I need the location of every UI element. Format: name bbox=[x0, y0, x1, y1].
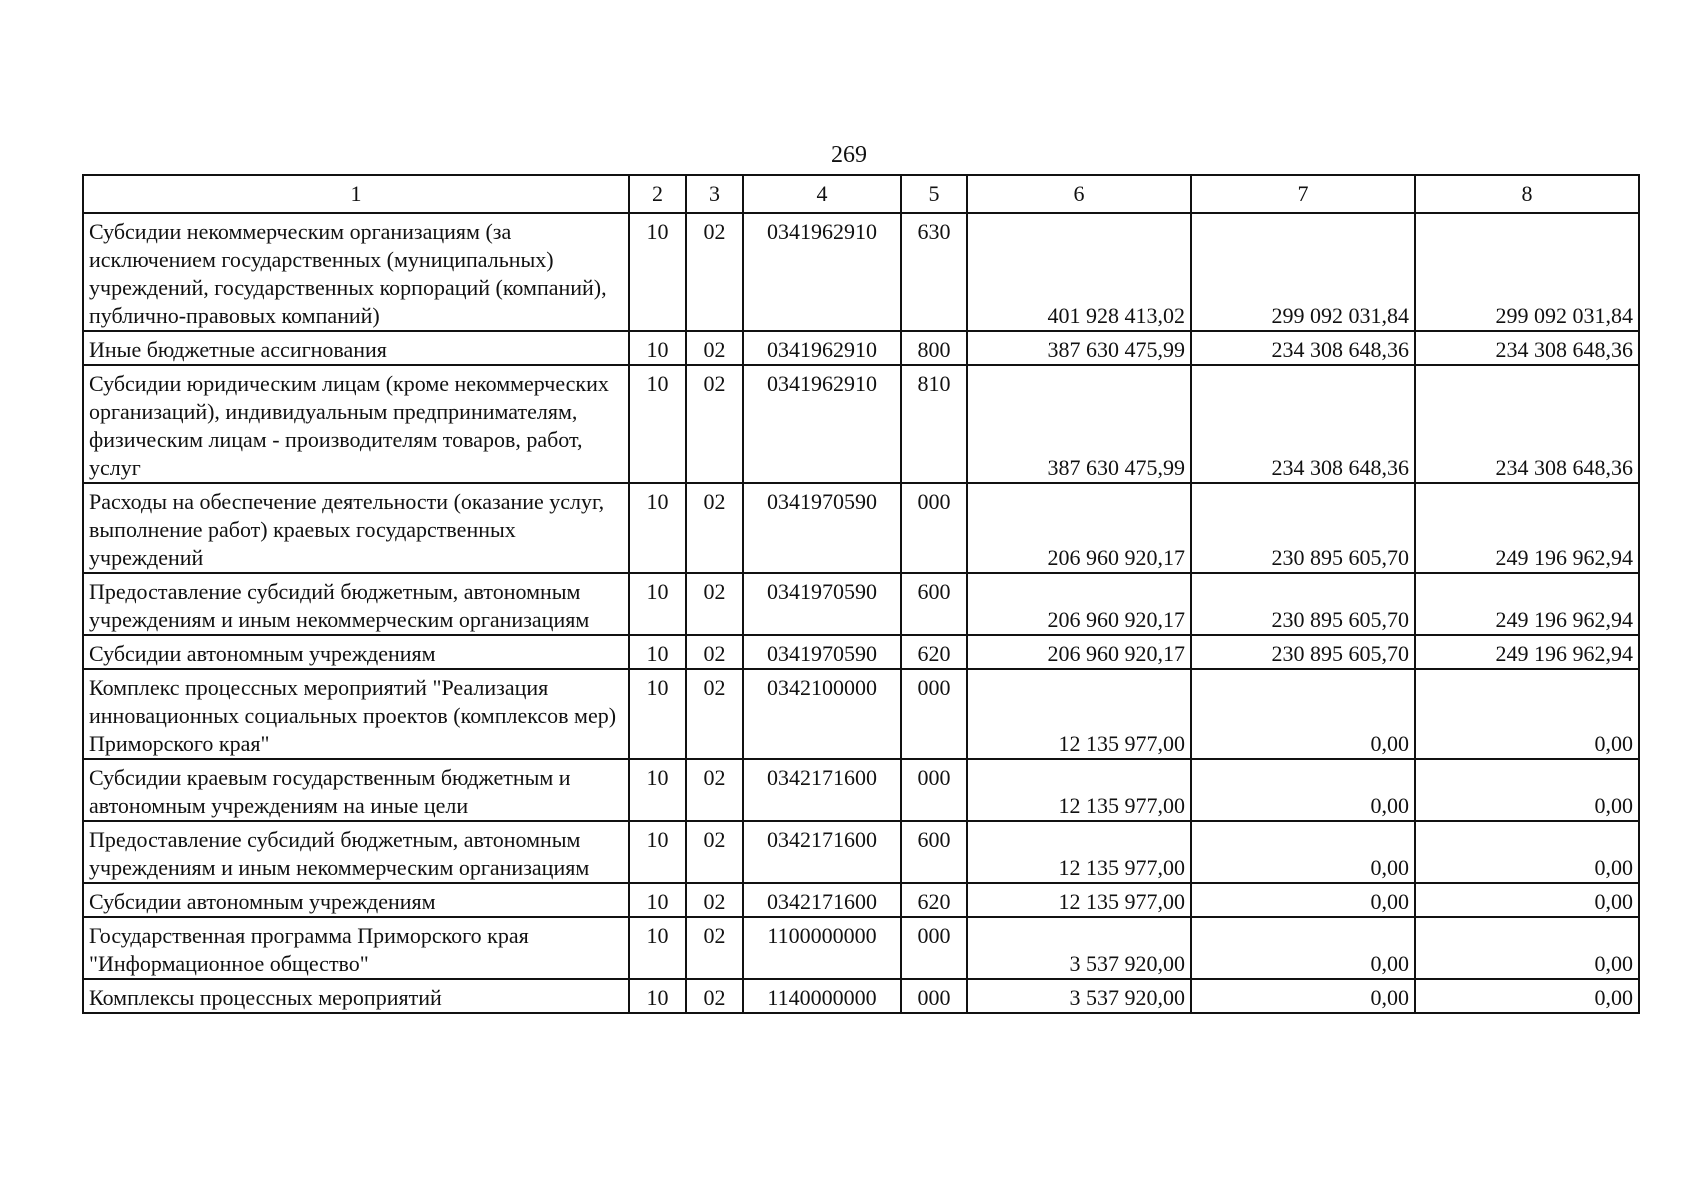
budget-table bbox=[82, 174, 1640, 1014]
row-name: Предоставление субсидий бюджетным, автономным учреждениям и иным некоммерческим организациям bbox=[83, 821, 629, 883]
row-subsection: 02 bbox=[686, 883, 743, 917]
table-row bbox=[83, 669, 1639, 759]
row-amount-6: 387 630 475,99 bbox=[967, 331, 1191, 365]
row-name: Предоставление субсидий бюджетным, автономным учреждениям и иным некоммерческим организациям bbox=[83, 573, 629, 635]
table-row bbox=[83, 365, 1639, 483]
row-amount-7: 0,00 bbox=[1191, 821, 1415, 883]
row-subsection: 02 bbox=[686, 759, 743, 821]
row-expense-type: 810 bbox=[901, 365, 967, 483]
row-subsection: 02 bbox=[686, 331, 743, 365]
column-header-3: 3 bbox=[686, 175, 743, 213]
row-section: 10 bbox=[629, 573, 686, 635]
row-amount-7: 230 895 605,70 bbox=[1191, 573, 1415, 635]
row-amount-8: 0,00 bbox=[1415, 759, 1639, 821]
row-amount-8: 0,00 bbox=[1415, 669, 1639, 759]
row-target-code: 0341962910 bbox=[743, 365, 901, 483]
row-amount-7: 299 092 031,84 bbox=[1191, 213, 1415, 331]
row-amount-6: 12 135 977,00 bbox=[967, 669, 1191, 759]
row-name: Расходы на обеспечение деятельности (оказание услуг, выполнение работ) краевых государственных учреждений bbox=[83, 483, 629, 573]
row-target-code: 0342100000 bbox=[743, 669, 901, 759]
row-expense-type: 600 bbox=[901, 573, 967, 635]
row-amount-7: 0,00 bbox=[1191, 883, 1415, 917]
row-subsection: 02 bbox=[686, 635, 743, 669]
row-target-code: 0341962910 bbox=[743, 331, 901, 365]
row-amount-8: 249 196 962,94 bbox=[1415, 635, 1639, 669]
row-amount-6: 3 537 920,00 bbox=[967, 917, 1191, 979]
table-row bbox=[83, 979, 1639, 1013]
row-expense-type: 800 bbox=[901, 331, 967, 365]
row-subsection: 02 bbox=[686, 979, 743, 1013]
row-target-code: 0341970590 bbox=[743, 483, 901, 573]
row-expense-type: 620 bbox=[901, 635, 967, 669]
row-target-code: 0341962910 bbox=[743, 213, 901, 331]
row-amount-8: 0,00 bbox=[1415, 917, 1639, 979]
table-row bbox=[83, 213, 1639, 331]
row-target-code: 0341970590 bbox=[743, 573, 901, 635]
column-header-7: 7 bbox=[1191, 175, 1415, 213]
row-amount-6: 3 537 920,00 bbox=[967, 979, 1191, 1013]
row-target-code: 0342171600 bbox=[743, 759, 901, 821]
row-amount-6: 12 135 977,00 bbox=[967, 821, 1191, 883]
row-amount-7: 230 895 605,70 bbox=[1191, 635, 1415, 669]
table-row bbox=[83, 917, 1639, 979]
row-name: Иные бюджетные ассигнования bbox=[83, 331, 629, 365]
row-section: 10 bbox=[629, 821, 686, 883]
table-row bbox=[83, 573, 1639, 635]
row-amount-8: 299 092 031,84 bbox=[1415, 213, 1639, 331]
row-subsection: 02 bbox=[686, 483, 743, 573]
column-header-8: 8 bbox=[1415, 175, 1639, 213]
row-target-code: 0342171600 bbox=[743, 821, 901, 883]
row-section: 10 bbox=[629, 365, 686, 483]
row-section: 10 bbox=[629, 635, 686, 669]
row-expense-type: 000 bbox=[901, 759, 967, 821]
row-expense-type: 600 bbox=[901, 821, 967, 883]
row-amount-7: 230 895 605,70 bbox=[1191, 483, 1415, 573]
row-name: Субсидии автономным учреждениям bbox=[83, 883, 629, 917]
row-expense-type: 000 bbox=[901, 483, 967, 573]
row-amount-7: 234 308 648,36 bbox=[1191, 365, 1415, 483]
row-subsection: 02 bbox=[686, 573, 743, 635]
row-amount-7: 234 308 648,36 bbox=[1191, 331, 1415, 365]
row-section: 10 bbox=[629, 331, 686, 365]
row-amount-6: 206 960 920,17 bbox=[967, 573, 1191, 635]
row-name: Комплекс процессных мероприятий "Реализация инновационных социальных проектов (комплексов мер) Приморского края" bbox=[83, 669, 629, 759]
row-expense-type: 000 bbox=[901, 669, 967, 759]
row-amount-8: 0,00 bbox=[1415, 821, 1639, 883]
column-header-1: 1 bbox=[83, 175, 629, 213]
table-row bbox=[83, 883, 1639, 917]
column-header-2: 2 bbox=[629, 175, 686, 213]
row-subsection: 02 bbox=[686, 917, 743, 979]
row-amount-6: 206 960 920,17 bbox=[967, 635, 1191, 669]
row-target-code: 1100000000 bbox=[743, 917, 901, 979]
row-target-code: 1140000000 bbox=[743, 979, 901, 1013]
row-expense-type: 630 bbox=[901, 213, 967, 331]
table-row bbox=[83, 635, 1639, 669]
row-target-code: 0342171600 bbox=[743, 883, 901, 917]
row-expense-type: 000 bbox=[901, 979, 967, 1013]
row-name: Субсидии юридическим лицам (кроме некоммерческих организаций), индивидуальным предпринимателям, физическим лицам - производителям товаров, работ, услуг bbox=[83, 365, 629, 483]
table-row bbox=[83, 331, 1639, 365]
row-amount-6: 387 630 475,99 bbox=[967, 365, 1191, 483]
row-amount-8: 249 196 962,94 bbox=[1415, 573, 1639, 635]
row-amount-8: 234 308 648,36 bbox=[1415, 331, 1639, 365]
column-header-6: 6 bbox=[967, 175, 1191, 213]
row-expense-type: 620 bbox=[901, 883, 967, 917]
row-amount-7: 0,00 bbox=[1191, 917, 1415, 979]
row-amount-6: 12 135 977,00 bbox=[967, 759, 1191, 821]
row-amount-6: 12 135 977,00 bbox=[967, 883, 1191, 917]
row-amount-8: 0,00 bbox=[1415, 883, 1639, 917]
row-expense-type: 000 bbox=[901, 917, 967, 979]
row-name: Государственная программа Приморского края "Информационное общество" bbox=[83, 917, 629, 979]
row-section: 10 bbox=[629, 483, 686, 573]
row-amount-6: 401 928 413,02 bbox=[967, 213, 1191, 331]
row-section: 10 bbox=[629, 759, 686, 821]
row-name: Субсидии автономным учреждениям bbox=[83, 635, 629, 669]
row-amount-8: 0,00 bbox=[1415, 979, 1639, 1013]
row-section: 10 bbox=[629, 917, 686, 979]
row-amount-8: 234 308 648,36 bbox=[1415, 365, 1639, 483]
row-subsection: 02 bbox=[686, 365, 743, 483]
row-amount-8: 249 196 962,94 bbox=[1415, 483, 1639, 573]
header-row bbox=[83, 175, 1639, 213]
row-section: 10 bbox=[629, 979, 686, 1013]
page-number: 269 bbox=[831, 142, 867, 168]
row-subsection: 02 bbox=[686, 821, 743, 883]
row-name: Субсидии краевым государственным бюджетным и автономным учреждениям на иные цели bbox=[83, 759, 629, 821]
row-target-code: 0341970590 bbox=[743, 635, 901, 669]
row-subsection: 02 bbox=[686, 213, 743, 331]
table-row bbox=[83, 821, 1639, 883]
row-subsection: 02 bbox=[686, 669, 743, 759]
row-amount-7: 0,00 bbox=[1191, 669, 1415, 759]
row-name: Субсидии некоммерческим организациям (за исключением государственных (муниципальных) учреждений, государственных корпораций (компаний), публично-правовых компаний) bbox=[83, 213, 629, 331]
row-section: 10 bbox=[629, 669, 686, 759]
row-section: 10 bbox=[629, 213, 686, 331]
table-row bbox=[83, 759, 1639, 821]
row-amount-7: 0,00 bbox=[1191, 979, 1415, 1013]
row-amount-6: 206 960 920,17 bbox=[967, 483, 1191, 573]
row-amount-7: 0,00 bbox=[1191, 759, 1415, 821]
column-header-4: 4 bbox=[743, 175, 901, 213]
column-header-5: 5 bbox=[901, 175, 967, 213]
table-row bbox=[83, 483, 1639, 573]
row-section: 10 bbox=[629, 883, 686, 917]
row-name: Комплексы процессных мероприятий bbox=[83, 979, 629, 1013]
